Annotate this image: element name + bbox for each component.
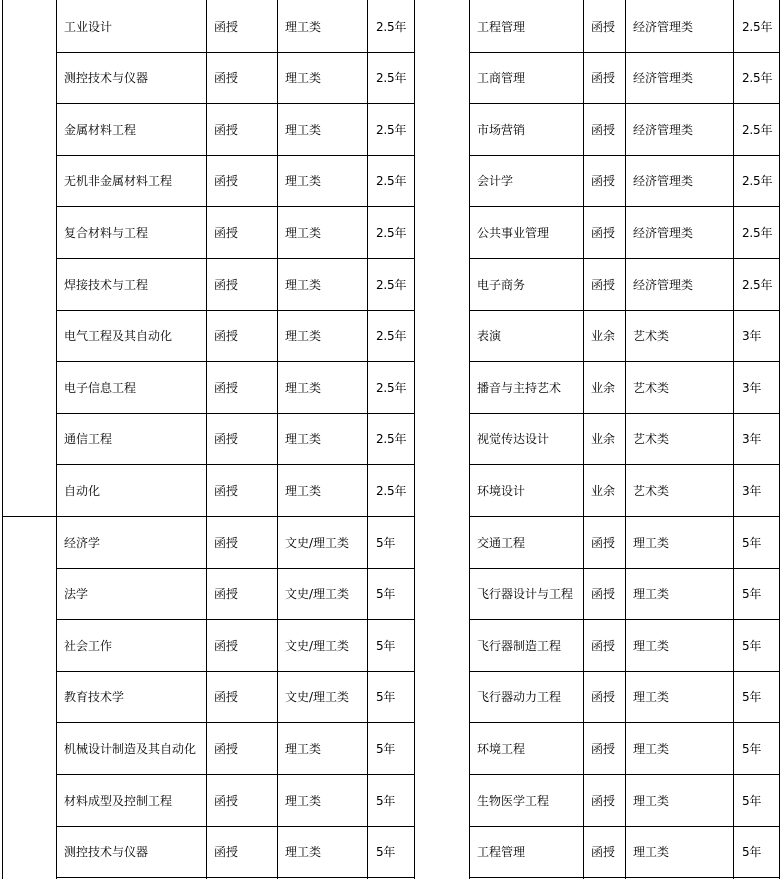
right-study-mode-cell: 业余 <box>591 432 616 446</box>
right-major-cell: 电子商务 <box>477 277 526 292</box>
right-category-cell: 理工类 <box>633 690 670 704</box>
left-duration-cell: 2.5年 <box>376 432 407 446</box>
right-major-cell: 播音与主持艺术 <box>477 380 562 395</box>
left-category-cell: 理工类 <box>285 122 322 137</box>
right-duration-cell: 5年 <box>742 741 762 756</box>
right-study-mode-cell: 函授 <box>591 535 616 550</box>
right-duration-cell: 5年 <box>742 535 762 550</box>
right-study-mode-cell: 业余 <box>591 329 616 343</box>
left-study-mode-cell: 函授 <box>214 741 239 756</box>
right-major-cell: 环境工程 <box>477 741 526 756</box>
left-study-mode-cell: 函授 <box>214 380 239 395</box>
right-study-mode-cell: 函授 <box>591 793 616 808</box>
left-study-mode-cell: 函授 <box>214 329 239 343</box>
left-study-mode-cell: 函授 <box>214 638 239 653</box>
left-study-mode-cell: 函授 <box>214 690 239 704</box>
right-study-mode-cell: 函授 <box>591 690 616 704</box>
right-study-mode-cell: 函授 <box>591 277 616 292</box>
right-category-cell: 经济管理类 <box>633 19 694 34</box>
right-major-cell: 市场营销 <box>477 122 526 137</box>
left-duration-cell: 2.5年 <box>376 483 407 498</box>
left-study-mode-cell: 函授 <box>214 793 239 808</box>
left-category-cell: 理工类 <box>285 277 322 292</box>
left-duration-cell: 5年 <box>376 638 396 653</box>
right-duration-cell: 3年 <box>742 483 762 498</box>
left-category-cell: 理工类 <box>285 380 322 395</box>
right-major-cell: 工程管理 <box>477 845 526 859</box>
right-study-mode-cell: 函授 <box>591 638 616 653</box>
left-duration-cell: 2.5年 <box>376 19 407 34</box>
right-study-mode-cell: 函授 <box>591 174 616 188</box>
left-study-mode-cell: 函授 <box>214 845 239 859</box>
right-major-cell: 视觉传达设计 <box>477 432 550 446</box>
left-category-cell: 理工类 <box>285 741 322 756</box>
left-duration-cell: 2.5年 <box>376 277 407 292</box>
right-study-mode-cell: 函授 <box>591 19 616 34</box>
right-duration-cell: 2.5年 <box>742 277 773 292</box>
left-table-vline <box>414 0 415 879</box>
right-major-cell: 会计学 <box>477 174 514 188</box>
left-major-cell: 通信工程 <box>64 432 113 446</box>
left-category-cell: 理工类 <box>285 432 322 446</box>
right-category-cell: 理工类 <box>633 587 670 601</box>
left-category-cell: 理工类 <box>285 329 322 343</box>
left-major-cell: 金属材料工程 <box>64 122 137 137</box>
left-duration-cell: 2.5年 <box>376 329 407 343</box>
left-category-cell: 理工类 <box>285 483 322 498</box>
left-category-cell: 理工类 <box>285 225 322 240</box>
right-category-cell: 理工类 <box>633 638 670 653</box>
right-duration-cell: 3年 <box>742 432 762 446</box>
right-duration-cell: 5年 <box>742 587 762 601</box>
left-study-mode-cell: 函授 <box>214 277 239 292</box>
left-study-mode-cell: 函授 <box>214 122 239 137</box>
right-category-cell: 经济管理类 <box>633 174 694 188</box>
left-category-cell: 理工类 <box>285 174 322 188</box>
left-duration-cell: 5年 <box>376 741 396 756</box>
right-category-cell: 经济管理类 <box>633 225 694 240</box>
left-major-cell: 机械设计制造及其自动化 <box>64 741 197 756</box>
right-major-cell: 飞行器设计与工程 <box>477 587 574 601</box>
left-major-cell: 教育技术学 <box>64 690 125 704</box>
right-study-mode-cell: 函授 <box>591 71 616 85</box>
left-study-mode-cell: 函授 <box>214 432 239 446</box>
section-divider-line <box>2 516 56 517</box>
left-duration-cell: 2.5年 <box>376 225 407 240</box>
left-major-cell: 经济学 <box>64 535 101 550</box>
left-category-cell: 理工类 <box>285 19 322 34</box>
left-study-mode-cell: 函授 <box>214 483 239 498</box>
right-duration-cell: 5年 <box>742 793 762 808</box>
left-duration-cell: 2.5年 <box>376 174 407 188</box>
right-duration-cell: 2.5年 <box>742 174 773 188</box>
right-duration-cell: 2.5年 <box>742 225 773 240</box>
right-major-cell: 飞行器动力工程 <box>477 690 562 704</box>
right-major-cell: 交通工程 <box>477 535 526 550</box>
left-table-hline <box>56 877 415 878</box>
left-study-mode-cell: 函授 <box>214 587 239 601</box>
left-major-cell: 无机非金属材料工程 <box>64 174 173 188</box>
left-category-cell: 理工类 <box>285 793 322 808</box>
left-major-cell: 焊接技术与工程 <box>64 277 149 292</box>
left-major-cell: 电子信息工程 <box>64 380 137 395</box>
right-category-cell: 理工类 <box>633 845 670 859</box>
right-major-cell: 飞行器制造工程 <box>477 638 562 653</box>
left-study-mode-cell: 函授 <box>214 225 239 240</box>
right-major-cell: 生物医学工程 <box>477 793 550 808</box>
left-study-mode-cell: 函授 <box>214 174 239 188</box>
left-category-cell: 文史/理工类 <box>285 587 350 601</box>
left-study-mode-cell: 函授 <box>214 19 239 34</box>
right-category-cell: 经济管理类 <box>633 122 694 137</box>
left-major-cell: 电气工程及其自动化 <box>64 329 173 343</box>
left-major-cell: 材料成型及控制工程 <box>64 793 173 808</box>
left-duration-cell: 5年 <box>376 793 396 808</box>
right-study-mode-cell: 函授 <box>591 122 616 137</box>
right-study-mode-cell: 函授 <box>591 587 616 601</box>
left-study-mode-cell: 函授 <box>214 535 239 550</box>
left-major-cell: 复合材料与工程 <box>64 225 149 240</box>
left-study-mode-cell: 函授 <box>214 71 239 85</box>
left-category-cell: 文史/理工类 <box>285 638 350 653</box>
right-duration-cell: 5年 <box>742 638 762 653</box>
left-major-cell: 测控技术与仪器 <box>64 845 149 859</box>
left-major-cell: 社会工作 <box>64 638 113 653</box>
right-major-cell: 环境设计 <box>477 483 526 498</box>
right-category-cell: 经济管理类 <box>633 71 694 85</box>
right-category-cell: 理工类 <box>633 741 670 756</box>
right-duration-cell: 2.5年 <box>742 122 773 137</box>
right-study-mode-cell: 函授 <box>591 225 616 240</box>
right-table-hline <box>469 877 780 878</box>
left-major-cell: 测控技术与仪器 <box>64 71 149 85</box>
left-major-cell: 法学 <box>64 587 89 601</box>
left-duration-cell: 5年 <box>376 535 396 550</box>
right-major-cell: 工程管理 <box>477 19 526 34</box>
left-category-cell: 理工类 <box>285 845 322 859</box>
right-category-cell: 艺术类 <box>633 483 670 498</box>
left-duration-cell: 2.5年 <box>376 380 407 395</box>
left-category-cell: 文史/理工类 <box>285 535 350 550</box>
right-duration-cell: 3年 <box>742 380 762 395</box>
right-duration-cell: 2.5年 <box>742 19 773 34</box>
right-study-mode-cell: 业余 <box>591 483 616 498</box>
right-category-cell: 艺术类 <box>633 432 670 446</box>
section-border-vline <box>2 0 3 879</box>
left-duration-cell: 5年 <box>376 845 396 859</box>
right-major-cell: 工商管理 <box>477 71 526 85</box>
left-duration-cell: 2.5年 <box>376 122 407 137</box>
left-major-cell: 自动化 <box>64 483 101 498</box>
right-major-cell: 表演 <box>477 329 502 343</box>
right-category-cell: 经济管理类 <box>633 277 694 292</box>
right-category-cell: 艺术类 <box>633 380 670 395</box>
right-study-mode-cell: 函授 <box>591 741 616 756</box>
right-category-cell: 理工类 <box>633 535 670 550</box>
left-duration-cell: 5年 <box>376 587 396 601</box>
right-category-cell: 理工类 <box>633 793 670 808</box>
right-duration-cell: 5年 <box>742 845 762 859</box>
left-major-cell: 工业设计 <box>64 19 113 34</box>
right-category-cell: 艺术类 <box>633 329 670 343</box>
right-study-mode-cell: 业余 <box>591 380 616 395</box>
right-duration-cell: 2.5年 <box>742 71 773 85</box>
right-major-cell: 公共事业管理 <box>477 225 550 240</box>
right-duration-cell: 3年 <box>742 329 762 343</box>
left-category-cell: 文史/理工类 <box>285 690 350 704</box>
left-duration-cell: 2.5年 <box>376 71 407 85</box>
right-study-mode-cell: 函授 <box>591 845 616 859</box>
right-duration-cell: 5年 <box>742 690 762 704</box>
left-duration-cell: 5年 <box>376 690 396 704</box>
left-category-cell: 理工类 <box>285 71 322 85</box>
